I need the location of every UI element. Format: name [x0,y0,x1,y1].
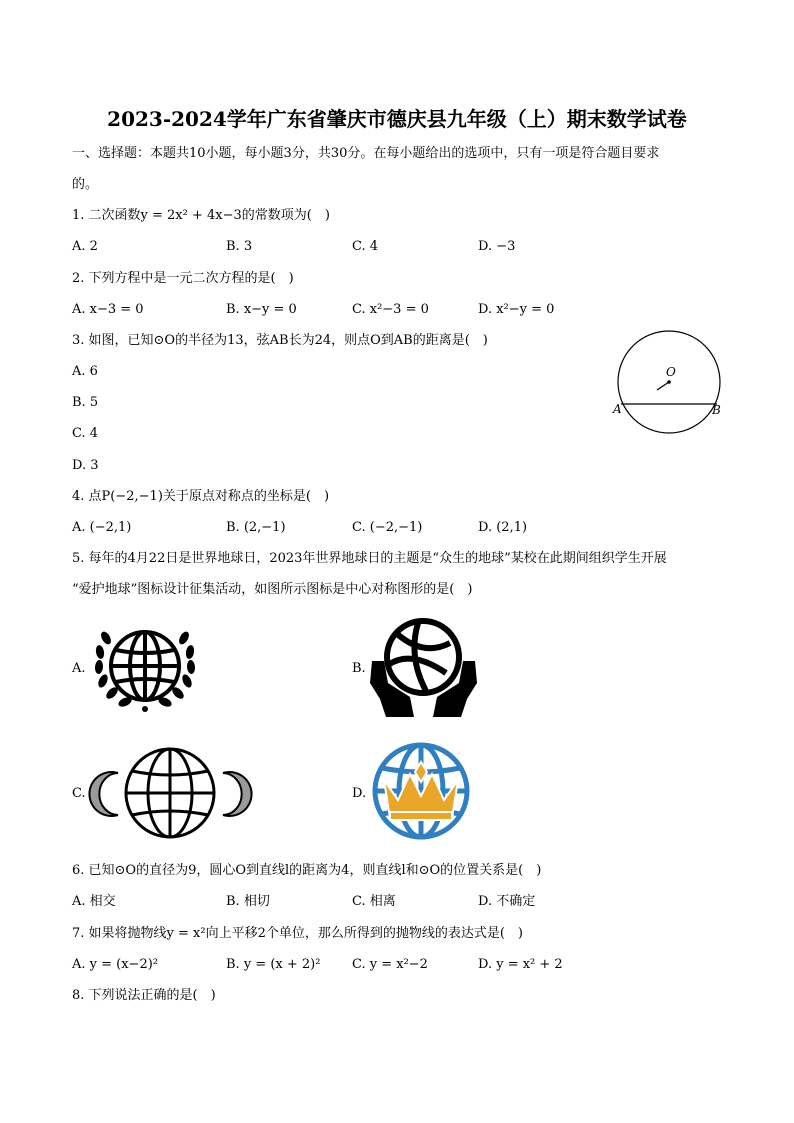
q7-option-a: A. y = (x−2)² [72,957,159,972]
q5-option-b: B. [352,661,366,676]
question-8-stem: 8. 下列说法正确的是( ) [72,988,216,1003]
q6-option-c: C. 相离 [352,894,396,909]
q3-option-d: D. 3 [72,458,99,473]
q1-option-b: B. 3 [226,239,253,254]
q3-option-a: A. 6 [72,364,98,379]
q2-option-d: D. x²−y = 0 [478,302,555,317]
label-o: O [666,365,676,379]
question-4-stem: 4. 点P(−2,−1)关于原点对称点的坐标是( ) [72,489,330,504]
globe-laurel-icon [90,620,200,715]
q1-option-a: A. 2 [72,239,98,254]
q6-option-a: A. 相交 [72,894,116,909]
globe-moons-icon [88,743,253,838]
section-heading-cont: 的。 [72,177,99,192]
question-3-stem: 3. 如图，已知⊙O的半径为13，弦AB长为24，则点O到AB的距离是( ) [72,333,488,348]
page-title: 2023-2024学年广东省肇庆市德庆县九年级（上）期末数学试卷 [107,107,687,131]
circle-figure [610,330,740,440]
q5-option-d: D. [352,786,367,801]
globe-crown-icon [370,740,472,842]
q7-option-b: B. y = (x + 2)² [226,957,321,972]
label-b: B [712,403,721,417]
q5-option-c: C. [72,786,86,801]
question-7-stem: 7. 如果将抛物线y = x²向上平移2个单位，那么所得到的抛物线的表达式是( ) [72,926,523,941]
question-5-stem-cont: “爱护地球”图标设计征集活动，如图所示图标是中心对称图形的是( ) [72,582,473,597]
q4-option-c: C. (−2,−1) [352,520,423,535]
question-2-stem: 2. 下列方程中是一元二次方程的是( ) [72,271,294,286]
label-a: A [613,402,622,416]
q7-option-c: C. y = x²−2 [352,957,428,972]
q6-option-d: D. 不确定 [478,894,536,909]
q4-option-b: B. (2,−1) [226,520,286,535]
question-6-stem: 6. 已知⊙O的直径为9，圆心O到直线l的距离为4，则直线l和⊙O的位置关系是( ) [72,863,542,878]
q5-option-a: A. [72,661,86,676]
q3-option-c: C. 4 [72,426,99,441]
q2-option-a: A. x−3 = 0 [72,302,144,317]
globe-hands-icon [366,613,481,721]
q7-option-d: D. y = x² + 2 [478,957,563,972]
question-5-stem: 5. 每年的4月22日是世界地球日，2023年世界地球日的主题是“众生的地球”某校在此期间组织学生开展 [72,551,667,566]
q1-option-c: C. 4 [352,239,379,254]
section-heading: 一、选择题：本题共10小题，每小题3分，共30分。在每小题给出的选项中，只有一项是符合题目要求 [72,146,660,161]
q2-option-c: C. x²−3 = 0 [352,302,429,317]
q4-option-a: A. (−2,1) [72,520,132,535]
question-1-stem: 1. 二次函数y = 2x² + 4x−3的常数项为( ) [72,208,330,223]
q6-option-b: B. 相切 [226,894,270,909]
q2-option-b: B. x−y = 0 [226,302,297,317]
q4-option-d: D. (2,1) [478,520,528,535]
q1-option-d: D. −3 [478,239,516,254]
q3-option-b: B. 5 [72,395,99,410]
